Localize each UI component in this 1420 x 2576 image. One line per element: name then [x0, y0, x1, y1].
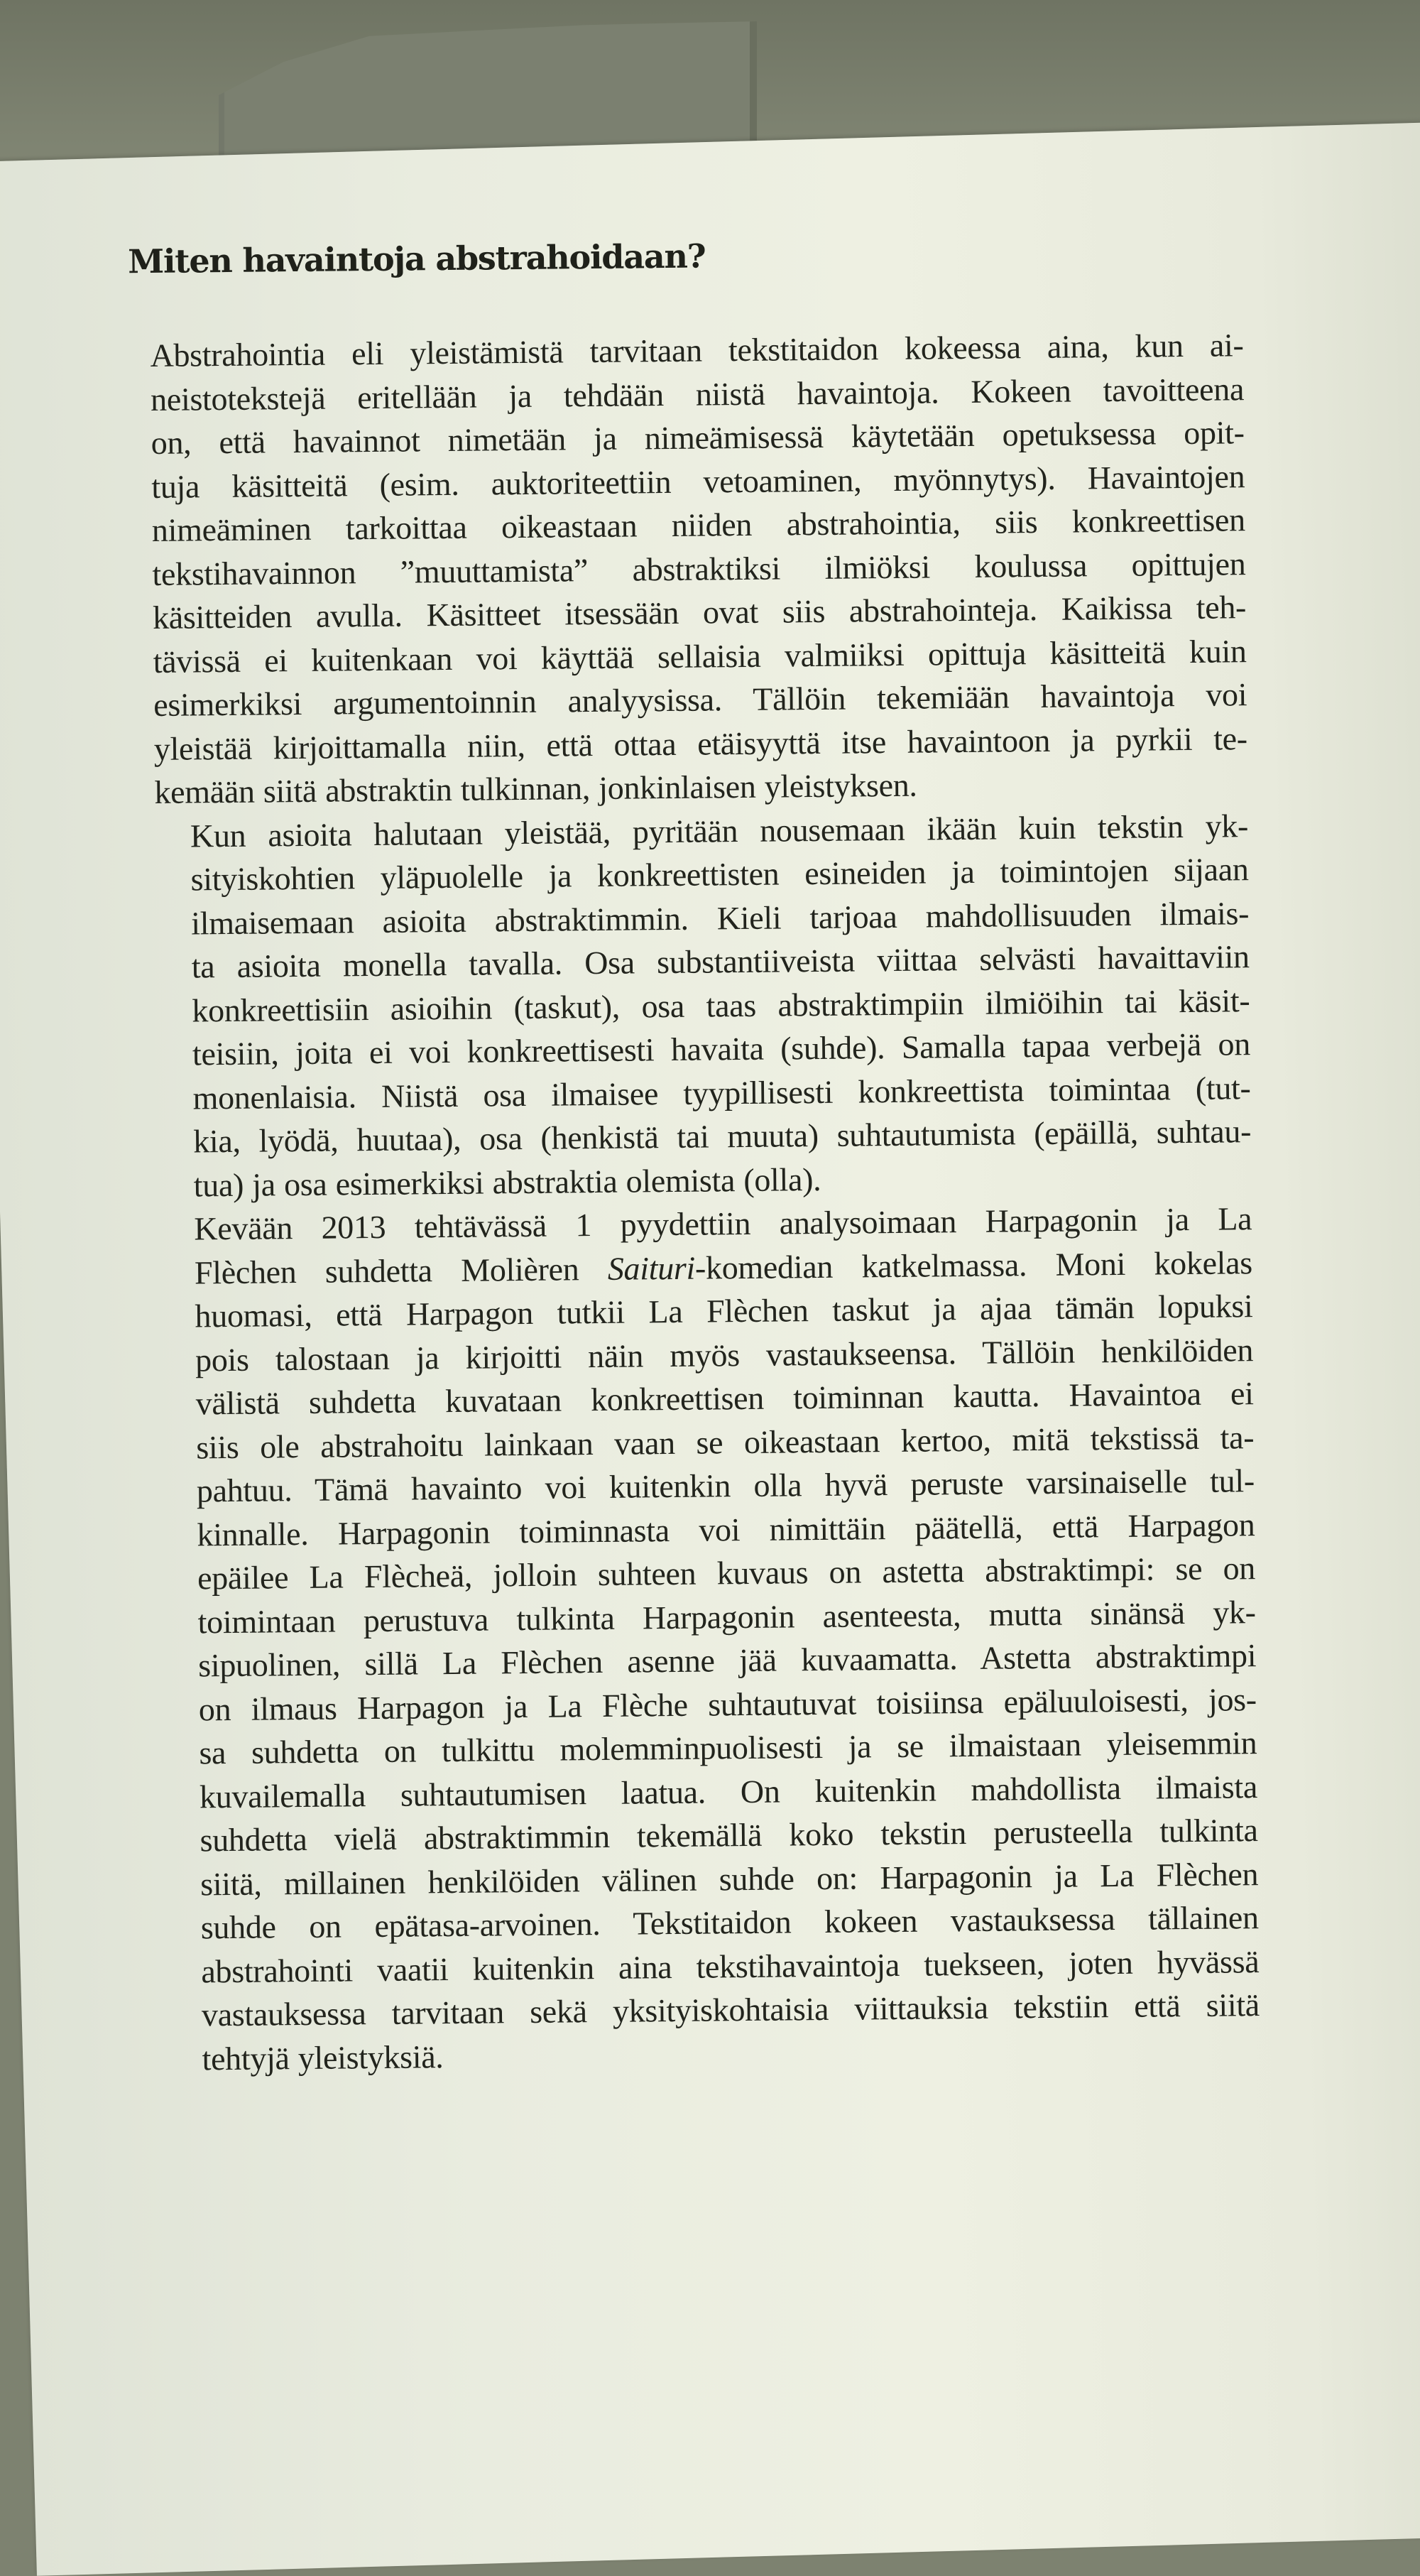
text-line: sa suhdetta on tulkittu molemminpuolisesti ja se ilmaistaan yleisemmin: [199, 1724, 1257, 1771]
text-line: tuja käsitteitä (esim. auktoriteettiin vetoaminen, myönnytys). Havaintojen: [151, 457, 1245, 505]
text-line: toimintaan perustuva tulkinta Harpagonin asenteesta, mutta sinänsä yk-: [197, 1593, 1256, 1640]
text-line: yleistää kirjoittamalla niin, että ottaa etäisyyttä itse havaintoon ja pyrkii te-: [153, 719, 1248, 767]
text-line: siitä, millainen henkilöiden välinen suhde on: Harpagonin ja La Flèchen: [200, 1855, 1259, 1902]
text-line: teisiin, joita ei voi konkreettisesti havaita (suhde). Samalla tapaa verbejä on: [192, 1026, 1251, 1072]
paragraph-2: [155, 804, 1252, 1207]
text-line: ilmaisemaan asioita abstraktimmin. Kieli tarjoaa mahdollisuuden ilmais-: [190, 894, 1250, 941]
text-line: Kevään 2013 tehtävässä 1 pyydettiin analysoimaan Harpagonin ja La: [194, 1200, 1252, 1247]
text-line: monenlaisia. Niistä osa ilmaisee tyypillisesti konkreettista toimintaa (tut-: [192, 1069, 1251, 1116]
text-line: on, että havainnot nimetään ja nimeämisessä käytetään opetuksessa opit-: [151, 414, 1245, 461]
text-line: välistä suhdetta kuvataan konkreettisen toiminnan kautta. Havaintoa ei: [195, 1375, 1254, 1422]
body-text: [150, 323, 1260, 2081]
text-line: esimerkiksi argumentoinnin analyysissa. Tällöin tekemiään havaintoja voi: [153, 676, 1247, 723]
text-line: on ilmaus Harpagon ja La Flèche suhtautuvat toisiinsa epäluuloisesti, jos-: [198, 1680, 1257, 1727]
text-line: pois talostaan ja kirjoitti näin myös vastaukseensa. Tällöin henkilöiden: [195, 1331, 1254, 1378]
text-line: neistotekstejä eritellään ja tehdään niistä havaintoja. Kokeen tavoitteena: [150, 370, 1245, 418]
text-line: suhde on epätasa-arvoinen. Tekstitaidon kokeen vastauksessa tällainen: [200, 1899, 1259, 1946]
text-line: kinnalle. Harpagonin toiminnasta voi nimittäin päätellä, että Harpagon: [197, 1506, 1255, 1553]
text-line: Abstrahointia eli yleistämistä tarvitaan tekstitaidon kokeessa aina, kun ai-: [150, 327, 1244, 374]
text-line: tävissä ei kuitenkaan voi käyttää sellaisia valmiiksi opittuja käsitteitä kuin: [153, 632, 1247, 680]
text-line: kia, lyödä, huutaa), osa (henkistä tai muuta) suhtautumista (epäillä, suhtau-: [192, 1113, 1252, 1160]
text-line: pahtuu. Tämä havainto voi kuitenkin olla hyvä peruste varsinaiselle tul-: [196, 1462, 1255, 1509]
text-line: epäilee La Flècheä, jolloin suhteen kuvaus on astetta abstraktimpi: se on: [197, 1550, 1256, 1597]
text-line: huomasi, että Harpagon tutkii La Flèchen taskut ja ajaa tämän lopuksi: [195, 1288, 1253, 1335]
text-line: Kun asioita halutaan yleistää, pyritään nousemaan ikään kuin tekstin yk-: [190, 807, 1249, 854]
text-line: nimeäminen tarkoittaa oikeastaan niiden abstrahointia, siis konkreettisen: [151, 501, 1246, 548]
text-line: tekstihavainnon ”muuttamista” abstraktiksi ilmiöksi koulussa opittujen: [152, 545, 1246, 592]
text-line: kuvailemalla suhtautumisen laatua. On kuitenkin mahdollista ilmaista: [199, 1768, 1258, 1815]
text-line: ta asioita monella tavalla. Osa substantiiveista viittaa selvästi havaittaviin: [191, 938, 1250, 985]
text-line: sipuolinen, sillä La Flèchen asenne jää kuvaamatta. Astetta abstraktimpi: [198, 1637, 1257, 1684]
text-line: suhdetta vielä abstraktimmin tekemällä koko tekstin perusteella tulkinta: [200, 1812, 1258, 1859]
text-line: Flèchen suhdetta Molièren Saituri-komedian katkelmassa. Moni kokelas: [194, 1244, 1253, 1290]
text-line: tua) ja osa esimerkiksi abstraktia olemista (olla).: [193, 1161, 821, 1203]
text-line: siis ole abstrahoitu lainkaan vaan se oikeastaan kertoo, mitä tekstissä ta-: [196, 1418, 1255, 1465]
section-heading: Miten havaintoja abstrahoidaan?: [128, 237, 706, 281]
text-line: kemään siitä abstraktin tulkinnan, jonkinlaisen yleistyksen.: [154, 766, 917, 810]
paragraph-3: [158, 1197, 1260, 2081]
text-line: abstrahointi vaatii kuitenkin aina tekstihavaintoja tuekseen, joten hyvässä: [201, 1942, 1260, 1989]
text-line: sityiskohtien yläpuolelle ja konkreettisten esineiden ja toimintojen sijaan: [190, 851, 1249, 898]
document-page: [128, 231, 1260, 2081]
paragraph-1: [150, 323, 1247, 814]
text-line: vastauksessa tarvitaan sekä yksityiskohtaisia viittauksia tekstiin että siitä: [201, 1987, 1260, 2033]
text-line: tehtyjä yleistyksiä.: [202, 2038, 444, 2077]
text-line: konkreettisiin asioihin (taskut), osa taas abstraktimpiin ilmiöihin tai käsit-: [192, 982, 1250, 1028]
text-line: käsitteiden avulla. Käsitteet itsessään ovat siis abstrahointeja. Kaikissa teh-: [152, 589, 1247, 636]
work-title: Saituri: [607, 1249, 696, 1287]
